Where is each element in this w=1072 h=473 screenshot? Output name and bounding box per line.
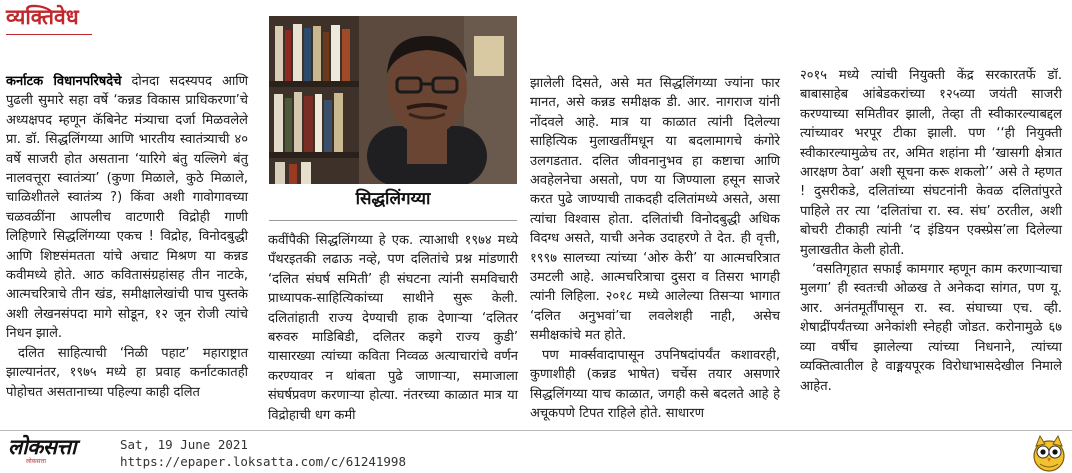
portrait-illustration (269, 16, 517, 184)
owl-mascot-icon (1030, 432, 1068, 472)
logo-wordmark: लोकसत्ता (8, 434, 76, 459)
article-column-3 (530, 74, 780, 423)
loksatta-logo (8, 436, 112, 466)
edition-date: Sat, 19 June 2021 (120, 437, 248, 452)
article-paragraph: ‘वसतिगृहात सफाई कामगार म्हणून काम करणाऱ्याचा मुलगा’ ही स्वतःची ओळख ते अनेकदा सांगत, पण यू. आर. अनंतमूर्तींपासून रा. स्व. संघाच्या एच. व्ही. शेषाद्रींपर्यंतच्या अनेकांशी स्नेहही जोडत. करोनामुळे ६७ व्या वर्षीच झालेल्या त्यांच्या निधनाने, त्यांच्या व्यक्तित्वातील हे वाङ्मयपूरक विरोधाभासदेखील निमाले आहेत. (800, 262, 1062, 394)
article-paragraph: २०१५ मध्ये त्यांची नियुक्ती केंद्र सरकारतर्फे डॉ. बाबासाहेब आंबेडकरांच्या १२५व्या जयंती साजरी करण्याच्या समितीवर झाली, तेव्हा ती स्वीकारल्याबद्दल त्यांच्यावर भरपूर टीका झाली. पण ‘‘ही नियुक्ती स्वीकारल्यामुळेच तर, अमित शहांना मी ‘खासगी क्षेत्रात आरक्षण ठेवा’ अशी सूचना करू शकलो’’ असे ते म्हणत ! दुसरीकडे, दलितांच्या संघटनांनी केवळ दलितांपुरते पाहिले तर त्या ‘दलितांचा रा. स्व. संघ’ ठरतील, अशी बोचरी टीकाही त्यांनी ‘द इंडियन एक्स्प्रेस’ला दिलेल्या मुलाखतीत केली होती. (800, 68, 1062, 258)
article-column-2 (268, 231, 518, 425)
lead-text: कर्नाटक विधानपरिषदेचे (6, 74, 122, 89)
article-paragraph (6, 72, 248, 344)
epaper-link[interactable]: https://epaper.loksatta.com/c/61241998 (120, 454, 406, 469)
article-paragraph: पण मार्क्सवादापासून उपनिषदांपर्यंत कशावरही, कुणाशीही (कन्नड भाषेत) चर्चेस तयार असणारे सिद्धलिंगय्या याच काळात, जगही कसे बदलते आहे हे अचूकपणे टिपत राहिले होते. साधारण (530, 347, 780, 421)
logo-tagline: लोकसत्ता (26, 458, 46, 465)
section-heading: व्यक्तिवेध (6, 5, 79, 29)
paragraph-text: दोनदा सदस्यपद आणि पुढली सुमारे सहा वर्षे ‘कन्नड विकास प्राधिकरणा’चे अध्यक्षपद म्हणून कॅबिनेट मंत्र्याचा दर्जा मिळवलेले प्रा. डॉ. सिद्धलिंगय्या आणि भारतीय स्वातंत्र्याची ४० वर्षे साजरी होत असताना ‘यारिगे बंतु यल्लिगे बंतु नालवत्तूरा स्वातंत्र्या’ (कुणा मिळाले, कुठे मिळाले, चाळिशीतले स्वातंत्र्य ?) किंवा अशी गावोगावच्या चळवळींना आपलीच वाटणारी विद्रोही गाणी लिहिणारे सिद्धलिंगय्या एकच ! विद्रोह, विनोदबुद्धी आणि शिष्टसंमतता यांचे अचाट मिश्रण या कन्नड कवीमध्ये होते. आठ कवितासंग्रहांसह तीन नाटके, आत्मचरित्राचे तीन खंड, समीक्षालेखांची पाच पुस्तके अशी लेखनसंपदा मागे सोडून, १२ जून रोजी त्यांचे निधन झाले. (6, 74, 249, 342)
article-paragraph: दलित साहित्याची ‘निळी पहाट’ महाराष्ट्रात झाल्यानंतर, १९७५ मध्ये हा प्रवाह कर्नाटकातही पोहोचत असतानाच्या पहिल्या काही दलित (6, 345, 248, 400)
section-heading-rule (6, 34, 92, 35)
article-paragraph: झालेली दिसते, असे मत सिद्धलिंगय्या ज्यांना फार मानत, असे कन्नड समीक्षक डी. आर. नागराज यांनी नोंदवले आहे. मात्र या काळात त्यांनी दिलेल्या साहित्यिक मुलाखतींमधून या बदलामागचे कंगोरे उलगडतात. दलित जीवनानुभव हा कष्टाचा आणि अवहेलनेचा असतो, पण या जिण्याला हसून साजरे करत पुढे जाण्याची ताकदही दलितांमध्ये असते, असा त्यांचा विश्वास होता. दलितांची विनोदबुद्धी अधिक विदग्ध असते, याची अनेक उदाहरणे ते देत. ही वृत्ती, १९९७ सालच्या त्यांच्या ‘ओरु केरी’ या आत्मचरित्रात उमटली आहे. आत्मचरित्राचा दुसरा व तिसरा भागही त्यांनी लिहिला. २०१८ मध्ये आलेल्या तिसऱ्या भागात ‘दलित अनुभवां’चा लवलेशही नाही, असेच समीक्षकांचे मत होते. (530, 76, 780, 344)
article-column-4 (800, 66, 1062, 396)
article-paragraph: कवींपैकी सिद्धलिंगय्या हे एक. त्याआधी १९७४ मध्ये पँथरइतकी लढाऊ नव्हे, पण दलितांचे प्रश्न मांडणारी ‘दलित संघर्ष समिती’ ही संघटना त्यांनी समविचारी प्राध्यापक-साहित्यिकांच्या साथीने सुरू केली. दलितांहाती राज्य देण्याची हाक देणाऱ्या ‘दलितर बरुवरु माडिबिडी, दलितर कइगे राज्य कुडी’ यासारख्या त्यांच्या कविता निव्वळ अत्याचारांचे वर्णन करण्यावर न थांबता पुढे जाणाऱ्या, समाजाला संघर्षप्रवण करणाऱ्या होत्या. नंतरच्या काळात मात्र या विद्रोहाची धग कमी (268, 233, 518, 423)
photo-caption: सिद्धलिंगय्या (355, 189, 431, 209)
caption-divider (269, 220, 517, 221)
footer-divider (0, 430, 1072, 431)
footer-meta (120, 436, 406, 470)
article-column-1 (6, 72, 248, 402)
portrait-photo (269, 16, 517, 184)
